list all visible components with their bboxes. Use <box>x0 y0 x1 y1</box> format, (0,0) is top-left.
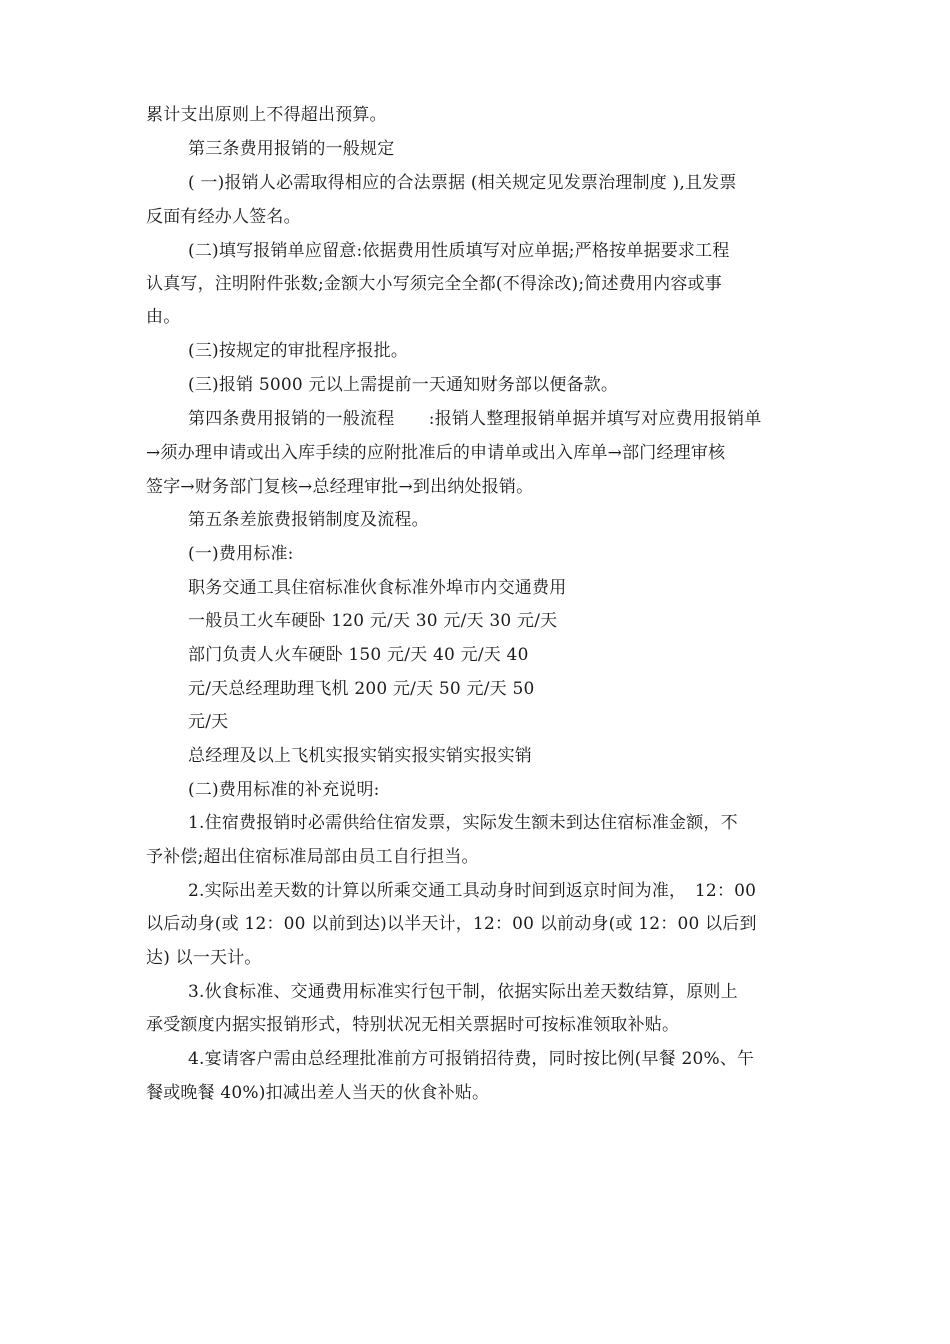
section-heading: 第四条费用报销的一般流程 :报销人整理报销单据并填写对应费用报销单 <box>188 409 762 429</box>
text-line: 签字→财务部门复核→总经理审批→到出纳处报销。 <box>146 477 534 497</box>
text-line: 3.伙食标准、交通费用标准实行包干制，依据实际出差天数结算，原则上 <box>188 982 738 1002</box>
text-line: (二)费用标准的补充说明: <box>188 780 380 800</box>
text-line: 4.宴请客户需由总经理批准前方可报销招待费，同时按比例(早餐 20%、午 <box>188 1049 755 1069</box>
text-line: 认真写，注明附件张数;金额大小写须完全全都(不得涂改);简述费用内容或事 <box>146 274 722 294</box>
text-line: (二)填写报销单应留意:依据费用性质填写对应单据;严格按单据要求工程 <box>188 241 730 261</box>
text-line: (三)报销 5000 元以上需提前一天通知财务部以便备款。 <box>188 375 619 395</box>
text-line: 以后动身(或 12：00 以前到达)以半天计，12：00 以前动身(或 12：00 以后到 <box>146 914 757 934</box>
text-line: 餐或晚餐 40%)扣减出差人当天的伙食补贴。 <box>146 1083 490 1103</box>
text-line: 2.实际出差天数的计算以所乘交通工具动身时间到返京时间为准， 12：00 <box>188 881 757 901</box>
text-line: 累计支出原则上不得超出预算。 <box>146 105 387 125</box>
table-text-line: 一般员工火车硬卧 120 元/天 30 元/天 30 元/天 <box>188 611 558 631</box>
table-text-line: 元/天总经理助理飞机 200 元/天 50 元/天 50 <box>188 679 535 699</box>
table-text-line: 元/天 <box>188 712 229 732</box>
section-heading: 第三条费用报销的一般规定 <box>188 139 395 159</box>
text-line: 反面有经办人签名。 <box>146 207 301 227</box>
text-line: 由。 <box>146 307 181 327</box>
text-line: (三)按规定的审批程序报批。 <box>188 341 409 361</box>
text-line: →须办理申请或出入库手续的应附批准后的申请单或出入库单→部门经理审核 <box>146 443 726 463</box>
text-line: 达) 以一天计。 <box>146 948 262 968</box>
table-text-line: 总经理及以上飞机实报实销实报实销实报实销 <box>188 746 532 766</box>
table-text-line: 职务交通工具住宿标准伙食标准外埠市内交通费用 <box>188 578 567 598</box>
text-line: 1.住宿费报销时必需供给住宿发票，实际发生额未到达住宿标准金额，不 <box>188 813 738 833</box>
text-line: (一)费用标准: <box>188 544 294 564</box>
table-text-line: 部门负责人火车硬卧 150 元/天 40 元/天 40 <box>188 645 529 665</box>
section-heading: 第五条差旅费报销制度及流程。 <box>188 510 429 530</box>
text-line: ( 一)报销人必需取得相应的合法票据 (相关规定见发票治理制度 ),且发票 <box>188 173 737 193</box>
text-line: 予补偿;超出住宿标准局部由员工自行担当。 <box>146 847 479 867</box>
text-line: 承受额度内据实报销形式，特别状况无相关票据时可按标准领取补贴。 <box>146 1015 680 1035</box>
